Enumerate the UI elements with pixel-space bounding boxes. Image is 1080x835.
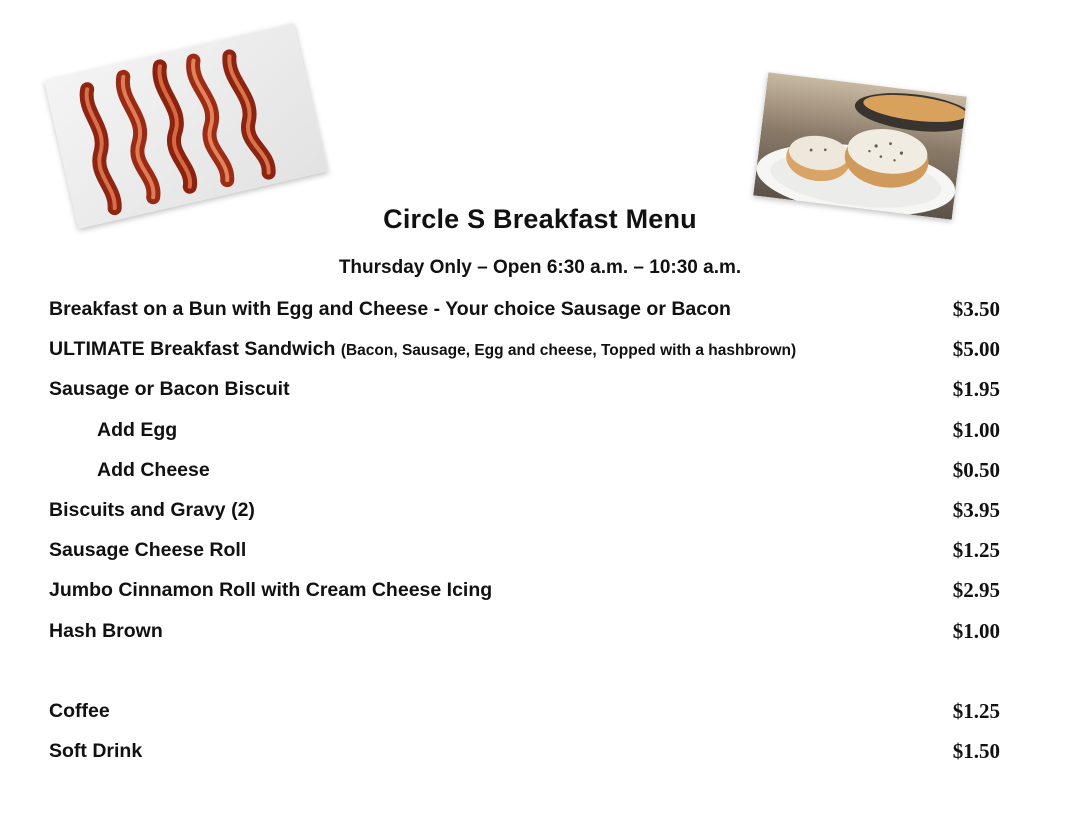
menu-item-name: Hash Brown bbox=[49, 619, 163, 642]
menu-item-note: (Bacon, Sausage, Egg and cheese, Topped with a hashbrown) bbox=[340, 342, 797, 360]
menu-item-price: $1.95 bbox=[952, 377, 1000, 402]
menu-item bbox=[49, 576, 1004, 616]
drink-name: Soft Drink bbox=[49, 740, 143, 763]
drink-name: Coffee bbox=[49, 699, 110, 722]
menu-item bbox=[49, 375, 1004, 415]
menu-item-name: ULTIMATE Breakfast Sandwich bbox=[49, 338, 336, 361]
menu-item bbox=[49, 335, 1004, 375]
menu-item-price: $3.95 bbox=[952, 497, 1000, 522]
menu-list bbox=[49, 295, 1004, 777]
menu-item bbox=[49, 295, 1004, 335]
menu-item-name: Add Cheese bbox=[97, 458, 210, 481]
menu-title: Circle S Breakfast Menu bbox=[383, 204, 697, 234]
menu-item bbox=[49, 536, 1004, 576]
menu-item-price: $2.95 bbox=[952, 578, 1000, 603]
menu-item-price: $1.00 bbox=[952, 417, 1000, 442]
bacon-photo bbox=[44, 23, 328, 229]
menu-addon bbox=[49, 416, 1004, 456]
drink-price: $1.25 bbox=[952, 698, 1000, 723]
menu-addon bbox=[49, 456, 1004, 496]
menu-item-price: $1.00 bbox=[952, 618, 1000, 643]
biscuits-and-gravy-photo bbox=[753, 72, 967, 219]
menu-item-name: Biscuits and Gravy (2) bbox=[49, 498, 255, 521]
menu-item-name: Sausage Cheese Roll bbox=[49, 539, 247, 562]
menu-item-name: Add Egg bbox=[97, 418, 178, 441]
menu-item-name: Sausage or Bacon Biscuit bbox=[49, 378, 290, 401]
menu-item bbox=[49, 496, 1004, 536]
menu-item bbox=[49, 617, 1004, 657]
menu-hours: Thursday Only – Open 6:30 a.m. – 10:30 a.m. bbox=[338, 257, 742, 278]
menu-item-name: Jumbo Cinnamon Roll with Cream Cheese Icing bbox=[49, 579, 493, 602]
menu-item-price: $3.50 bbox=[952, 297, 1000, 321]
menu-item-price: $1.25 bbox=[952, 538, 1000, 563]
drink-item bbox=[49, 737, 1004, 777]
drink-price: $1.50 bbox=[952, 739, 1000, 764]
menu-item-price: $5.00 bbox=[952, 337, 1000, 362]
menu-item-name: Breakfast on a Bun with Egg and Cheese - Your choice Sausage or Bacon bbox=[49, 298, 731, 320]
drink-item bbox=[49, 697, 1004, 737]
menu-item-price: $0.50 bbox=[952, 457, 1000, 482]
